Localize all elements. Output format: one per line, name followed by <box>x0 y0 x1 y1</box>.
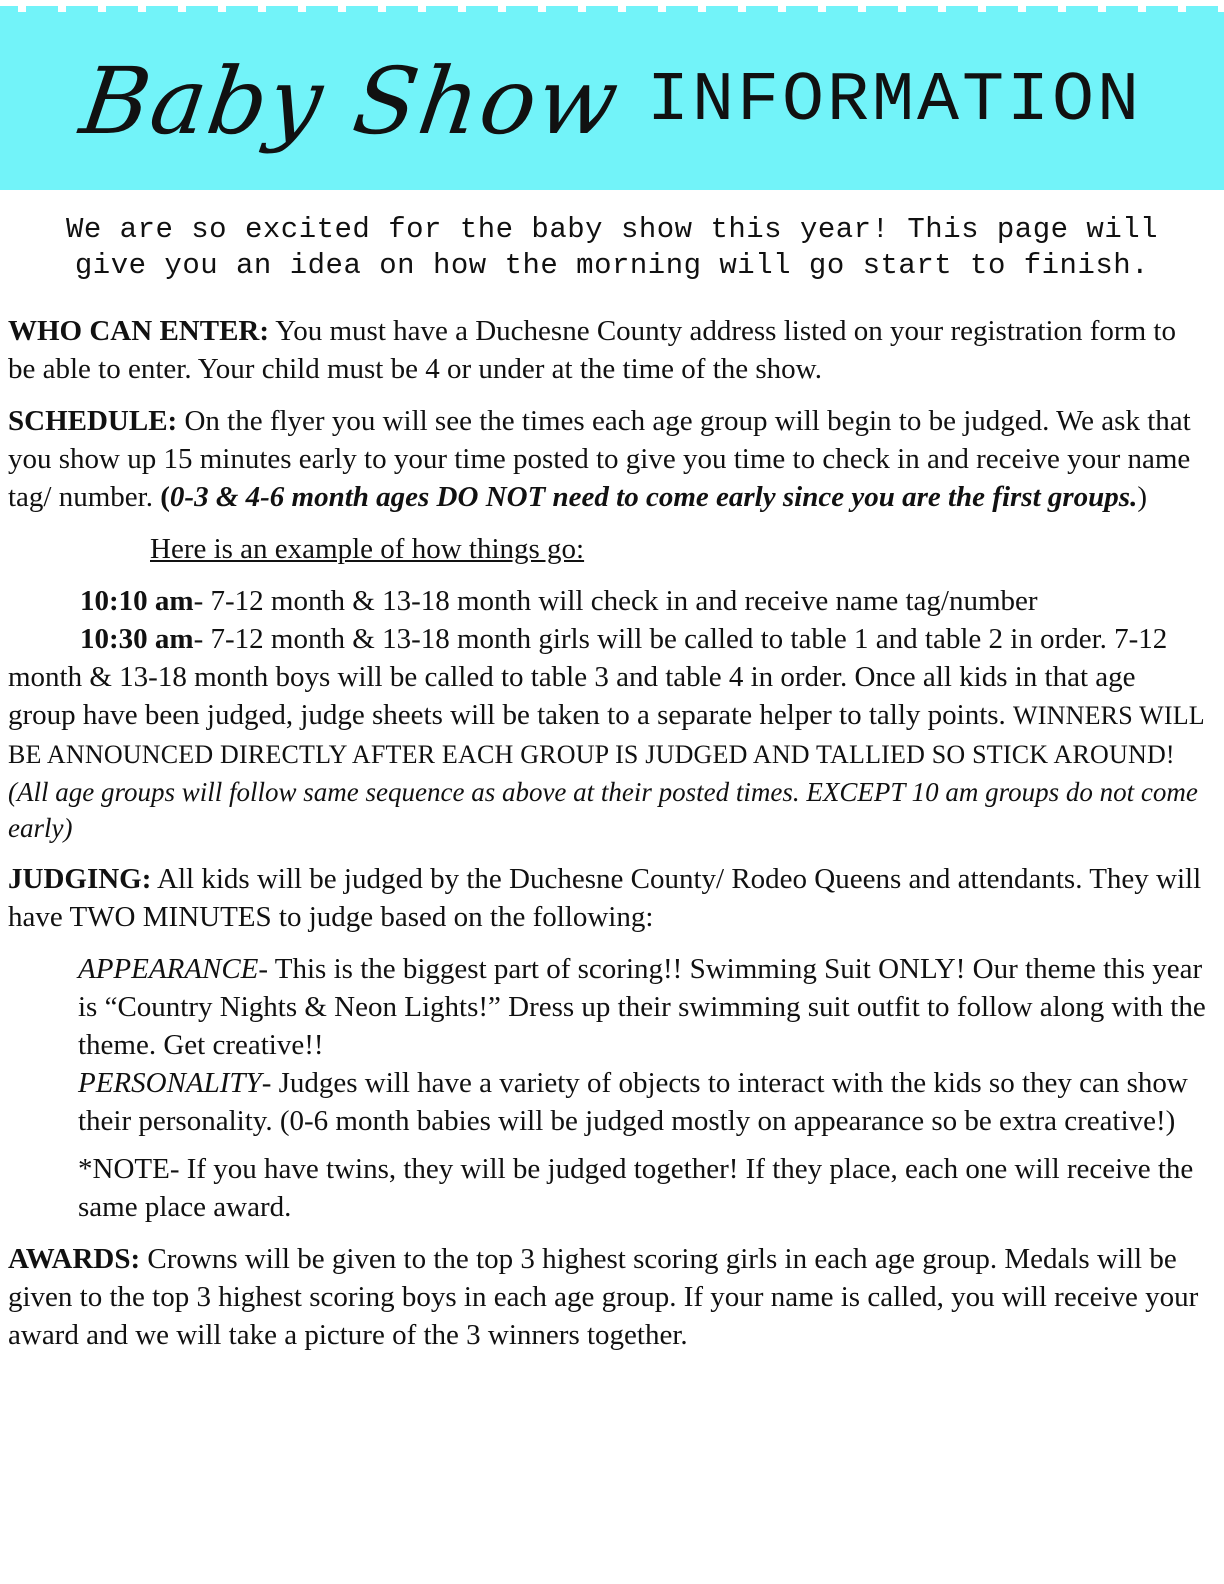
judging-text: All kids will be judged by the Duchesne County/ Rodeo Queens and attendants. They will have TWO MINUTES to judge based on the following: <box>8 863 1202 933</box>
twins-note: *NOTE- If you have twins, they will be judged together! If they place, each one will receive the same place award. <box>78 1153 1194 1223</box>
personality-text: - Judges will have a variety of objects to interact with the kids so they can show their personality. (0-6 month babies will be judged mostly on appearance so be extra creative!) <box>78 1067 1188 1137</box>
who-label: WHO CAN ENTER: <box>8 315 270 347</box>
awards-label: AWARDS: <box>8 1243 141 1275</box>
judging-label: JUDGING: <box>8 863 152 895</box>
example-heading: Here is an example of how things go: <box>150 533 585 565</box>
schedule-label: SCHEDULE: <box>8 405 178 437</box>
awards-text: Crowns will be given to the top 3 highest scoring girls in each age group. Medals will be given to the top 3 highest scoring boys in each age group. If your name is called, you will receive your award and we will take a picture of the 3 winners together. <box>8 1243 1199 1351</box>
judging-criteria-list <box>8 950 1208 1226</box>
item2-caps: WINNERS WILL BE ANNOUNCED DIRECTLY AFTER EACH GROUP IS JUDGED AND TALLIED SO STICK AROUND! <box>8 701 1204 769</box>
schedule-note: (All age groups will follow same sequence as above at their posted times. EXCEPT 10 am groups do not come early) <box>8 777 1198 843</box>
title-caps: INFORMATION <box>646 61 1143 141</box>
appearance-text: - This is the biggest part of scoring!! Swimming Suit ONLY! Our theme this year is “Country Nights & Neon Lights!” Dress up their swimming suit outfit to follow along with the theme. Get creative!! <box>78 953 1206 1061</box>
schedule-text: On the flyer you will see the times each age group will begin to be judged. We ask that you show up 15 minutes early to your time posted to give you time to check in and receive your name tag/ number. <box>8 405 1191 513</box>
schedule-paren-open: ( <box>160 481 170 513</box>
schedule-section <box>8 402 1208 516</box>
title-script: Baby Show <box>74 47 627 155</box>
schedule-paren-close: ) <box>1137 481 1147 513</box>
awards-section <box>8 1240 1208 1354</box>
item1-text: - 7-12 month & 13-18 month will check in and receive name tag/number <box>193 585 1038 617</box>
who-text: You must have a Duchesne County address listed on your registration form to be able to enter. Your child must be 4 or under at the time of the show. <box>8 315 1176 385</box>
title-banner <box>0 12 1224 190</box>
document-body <box>8 312 1208 1354</box>
schedule-item-1030 <box>8 620 1208 774</box>
item2-text: - 7-12 month & 13-18 month girls will be called to table 1 and table 2 in order. 7-12 month & 13-18 month boys will be called to table 3 and table 4 in order. Once all kids in that age group have been judged, judge sheets will be taken to a separate helper to tally points. <box>8 623 1168 731</box>
item2-time: 10:30 am <box>80 623 194 655</box>
schedule-item-1010 <box>8 582 1208 620</box>
appearance-label: APPEARANCE <box>78 953 259 985</box>
intro-line-2: give you an idea on how the morning will go start to finish. <box>74 249 1150 282</box>
intro-line-1: We are so excited for the baby show this year! This page will <box>65 213 1159 246</box>
intro-text <box>0 212 1224 284</box>
appearance-item <box>78 950 1208 1064</box>
personality-label: PERSONALITY <box>78 1067 262 1099</box>
personality-item <box>78 1064 1208 1140</box>
item1-time: 10:10 am <box>80 585 194 617</box>
schedule-emphasis: 0-3 & 4-6 month ages DO NOT need to come early since you are the first groups. <box>169 481 1138 513</box>
judging-section <box>8 860 1208 936</box>
who-can-enter-section <box>8 312 1208 388</box>
